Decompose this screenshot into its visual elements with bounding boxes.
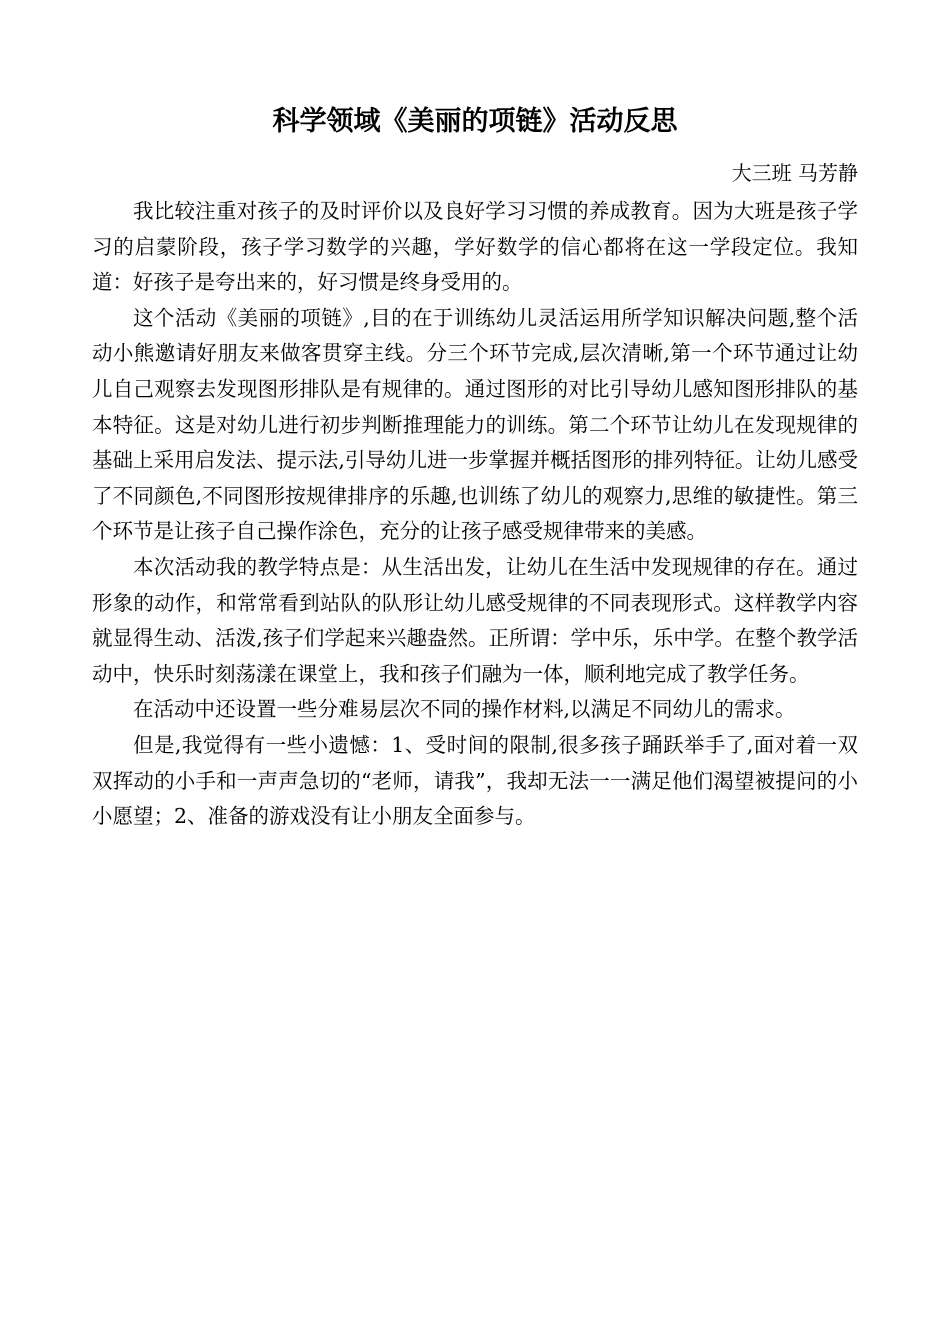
paragraph: 但是,我觉得有一些小遗憾：1、受时间的限制,很多孩子踊跃举手了,面对着一双双挥动的小手和一声声急切的“老师，请我”，我却无法一一满足他们渴望被提问的小小愿望；2、准备的游戏没有让小朋友全面参与。 xyxy=(92,732,858,829)
paragraph: 这个活动《美丽的项链》,目的在于训练幼儿灵活运用所学知识解决问题,整个活动小熊邀请好朋友来做客贯穿主线。分三个环节完成,层次清晰,第一个环节通过让幼儿自己观察去发现图形排队是有规律的。通过图形的对比引导幼儿感知图形排队的基本特征。这是对幼儿进行初步判断推理能力的训练。第二个环节让幼儿在发现规律的基础上采用启发法、提示法,引导幼儿进一步掌握并概括图形的排列特征。让幼儿感受了不同颜色,不同图形按规律排序的乐趣,也训练了幼儿的观察力,思维的敏捷性。第三个环节是让孩子自己操作涂色，充分的让孩子感受规律带来的美感。 xyxy=(92,305,858,544)
paragraph: 本次活动我的教学特点是：从生活出发，让幼儿在生活中发现规律的存在。通过形象的动作，和常常看到站队的队形让幼儿感受规律的不同表现形式。这样教学内容就显得生动、活泼,孩子们学起来兴趣盎然。正所谓：学中乐，乐中学。在整个教学活动中，快乐时刻荡漾在课堂上，我和孩子们融为一体，顺利地完成了教学任务。 xyxy=(92,554,858,686)
document-title: 科学领域《美丽的项链》活动反思 xyxy=(272,106,678,137)
paragraph: 在活动中还设置一些分难易层次不同的操作材料,以满足不同幼儿的需求。 xyxy=(133,697,796,722)
document-body xyxy=(92,194,858,835)
author-line: 大三班 马芳静 xyxy=(731,161,858,185)
paragraph: 我比较注重对孩子的及时评价以及良好学习习惯的养成教育。因为大班是孩子学习的启蒙阶段，孩子学习数学的兴趣，学好数学的信心都将在这一学段定位。我知道：好孩子是夸出来的，好习惯是终身受用的。 xyxy=(92,199,858,295)
